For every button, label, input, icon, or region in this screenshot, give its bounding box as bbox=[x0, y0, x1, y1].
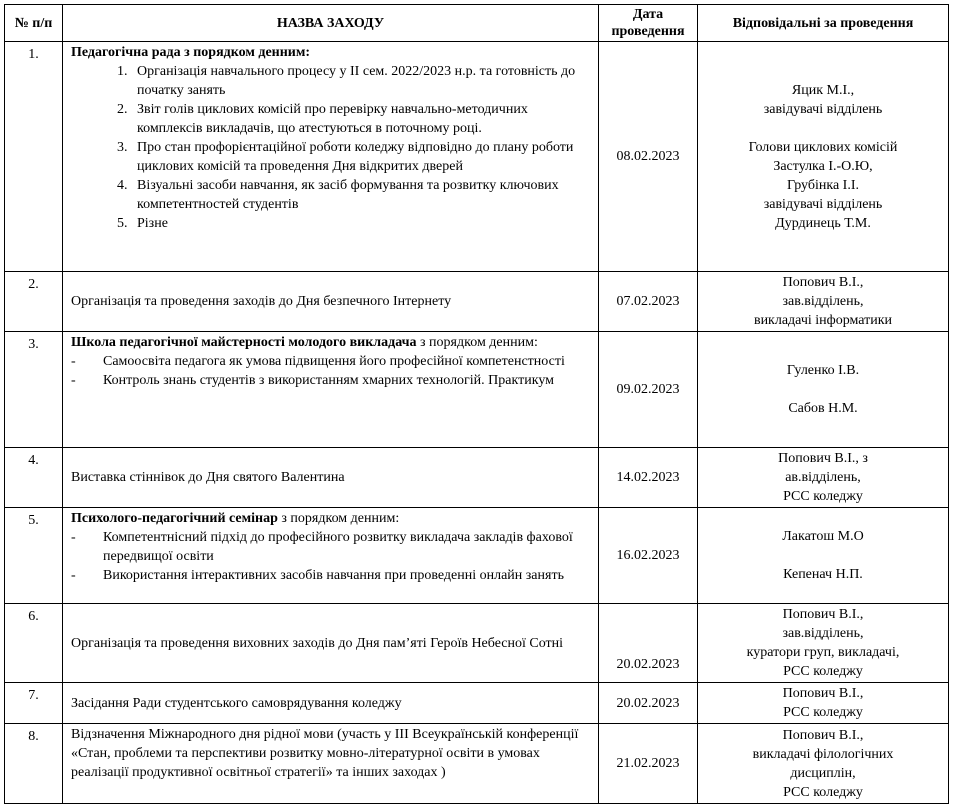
row-number: 5. bbox=[5, 508, 63, 604]
responsible-line: Попович В.І., bbox=[782, 275, 864, 290]
event-responsible bbox=[698, 332, 949, 448]
table-row bbox=[5, 604, 949, 683]
event-title-suffix: з порядком денним: bbox=[277, 511, 400, 526]
agenda-list bbox=[71, 528, 594, 585]
event-name bbox=[63, 508, 599, 604]
responsible-line: куратори груп, викладачі, bbox=[746, 645, 900, 660]
header-date: Дата проведення bbox=[599, 5, 698, 42]
event-name: Виставка стіннівок до Дня святого Валентина bbox=[63, 448, 599, 508]
responsible-line: зав.відділень, bbox=[782, 626, 864, 641]
event-title: Школа педагогічної майстерності молодого викладача bbox=[71, 335, 417, 350]
event-date: 20.02.2023 bbox=[599, 683, 698, 724]
row-number: 6. bbox=[5, 604, 63, 683]
responsible-line: викладачі філологічних bbox=[752, 746, 894, 762]
header-resp: Відповідальні за проведення bbox=[698, 5, 949, 42]
responsible-line: завідувачі відділень bbox=[763, 196, 883, 212]
responsible-line: Попович В.І., bbox=[782, 727, 864, 743]
agenda-item: 4. Візуальні засоби навчання, як засіб формування та розвитку ключових компетентностей студентів bbox=[131, 176, 594, 214]
event-title-suffix: з порядком денним: bbox=[416, 335, 538, 350]
event-responsible bbox=[698, 272, 949, 332]
responsible-line: завідувачі відділень bbox=[763, 101, 883, 117]
responsible-line: зав.відділень, bbox=[782, 294, 864, 309]
event-date: 14.02.2023 bbox=[599, 448, 698, 508]
row-number: 8. bbox=[5, 724, 63, 804]
event-responsible bbox=[698, 42, 949, 272]
responsible-line: Грубінка І.І. bbox=[787, 177, 859, 193]
row-number: 4. bbox=[5, 448, 63, 508]
agenda-item: - Контроль знань студентів з використанням хмарних технологій. Практикум bbox=[71, 371, 594, 390]
event-name: Відзначення Міжнародного дня рідної мови (участь у ІІІ Всеукраїнській конференції «Стан, проблеми та перспективи розвитку мовно-літературної освіти в умовах реалізації продуктивної освітньої стратегії» та інших заходах ) bbox=[63, 724, 599, 804]
responsible-line: Застулка І.-О.Ю, bbox=[773, 158, 873, 174]
table-row bbox=[5, 332, 949, 448]
header-name: НАЗВА ЗАХОДУ bbox=[63, 5, 599, 42]
event-date: 16.02.2023 bbox=[599, 508, 698, 604]
event-title-line bbox=[71, 509, 594, 528]
responsible-line: Лакатош М.О bbox=[782, 529, 864, 544]
responsible-line: Сабов Н.М. bbox=[788, 401, 858, 416]
event-name bbox=[63, 332, 599, 448]
responsible-line: Попович В.І., з bbox=[778, 451, 868, 466]
event-date: 21.02.2023 bbox=[599, 724, 698, 804]
agenda-list bbox=[71, 62, 594, 233]
responsible-line: Голови циклових комісій bbox=[748, 139, 898, 155]
row-number: 3. bbox=[5, 332, 63, 448]
responsible-line: Попович В.І., bbox=[782, 686, 864, 701]
responsible-line: Гуленко І.В. bbox=[786, 363, 860, 378]
responsible-line: Яцик М.І., bbox=[791, 82, 855, 98]
table-row bbox=[5, 683, 949, 724]
responsible-line: Кепенач Н.П. bbox=[783, 567, 863, 582]
event-date: 09.02.2023 bbox=[599, 332, 698, 448]
responsible-line: РСС коледжу bbox=[783, 489, 863, 504]
event-responsible bbox=[698, 604, 949, 683]
row-number: 7. bbox=[5, 683, 63, 724]
event-title: Педагогічна рада з порядком денним: bbox=[71, 45, 311, 60]
agenda-item: 3. Про стан профорієнтаційної роботи коледжу відповідно до плану роботи циклових комісій та проведення Дня відкритих дверей bbox=[131, 138, 594, 176]
agenda-item: 5. Різне bbox=[131, 214, 594, 233]
event-responsible bbox=[698, 683, 949, 724]
event-responsible bbox=[698, 508, 949, 604]
agenda-item: 1. Організація навчального процесу у ІІ сем. 2022/2023 н.р. та готовність до початку занять bbox=[131, 62, 594, 100]
header-row bbox=[5, 5, 949, 42]
event-date: 07.02.2023 bbox=[599, 272, 698, 332]
table-row bbox=[5, 42, 949, 272]
event-name bbox=[63, 42, 599, 272]
responsible-line: викладачі інформатики bbox=[753, 313, 893, 328]
table-row bbox=[5, 724, 949, 804]
event-name: Організація та проведення заходів до Дня безпечного Інтернету bbox=[63, 272, 599, 332]
event-date: 20.02.2023 bbox=[599, 604, 698, 683]
responsible-line: дисциплін, bbox=[790, 765, 856, 781]
row-number: 1. bbox=[5, 42, 63, 272]
event-responsible bbox=[698, 724, 949, 804]
responsible-line: РСС коледжу bbox=[783, 705, 863, 720]
event-date: 08.02.2023 bbox=[599, 42, 698, 272]
agenda-item: - Компетентнісний підхід до професійного розвитку викладача закладів фахової передвищої освіти bbox=[71, 528, 594, 566]
table-row bbox=[5, 508, 949, 604]
row-number: 2. bbox=[5, 272, 63, 332]
table-row bbox=[5, 272, 949, 332]
table-row bbox=[5, 448, 949, 508]
event-title-line bbox=[71, 333, 594, 352]
responsible-line: РСС коледжу bbox=[783, 664, 863, 679]
agenda-item: - Використання інтерактивних засобів навчання при проведенні онлайн занять bbox=[71, 566, 594, 585]
header-num: № п/п bbox=[5, 5, 63, 42]
agenda-item: 2. Звіт голів циклових комісій про перевірку навчально-методичних комплексів викладачів, що атестуються в поточному році. bbox=[131, 100, 594, 138]
agenda-item: - Самоосвіта педагога як умова підвищення його професійної компетенстності bbox=[71, 352, 594, 371]
events-table bbox=[4, 4, 949, 804]
agenda-list bbox=[71, 352, 594, 390]
event-name: Організація та проведення виховних заходів до Дня пам’яті Героїв Небесної Сотні bbox=[63, 604, 599, 683]
event-responsible bbox=[698, 448, 949, 508]
event-title: Психолого-педагогічний семінар bbox=[71, 511, 278, 526]
responsible-line: Дурдинець Т.М. bbox=[775, 215, 871, 231]
event-name: Засідання Ради студентського самоврядування коледжу bbox=[63, 683, 599, 724]
responsible-line: Попович В.І., bbox=[782, 607, 864, 622]
responsible-line: ав.відділень, bbox=[785, 470, 861, 485]
responsible-line: РСС коледжу bbox=[783, 784, 863, 800]
